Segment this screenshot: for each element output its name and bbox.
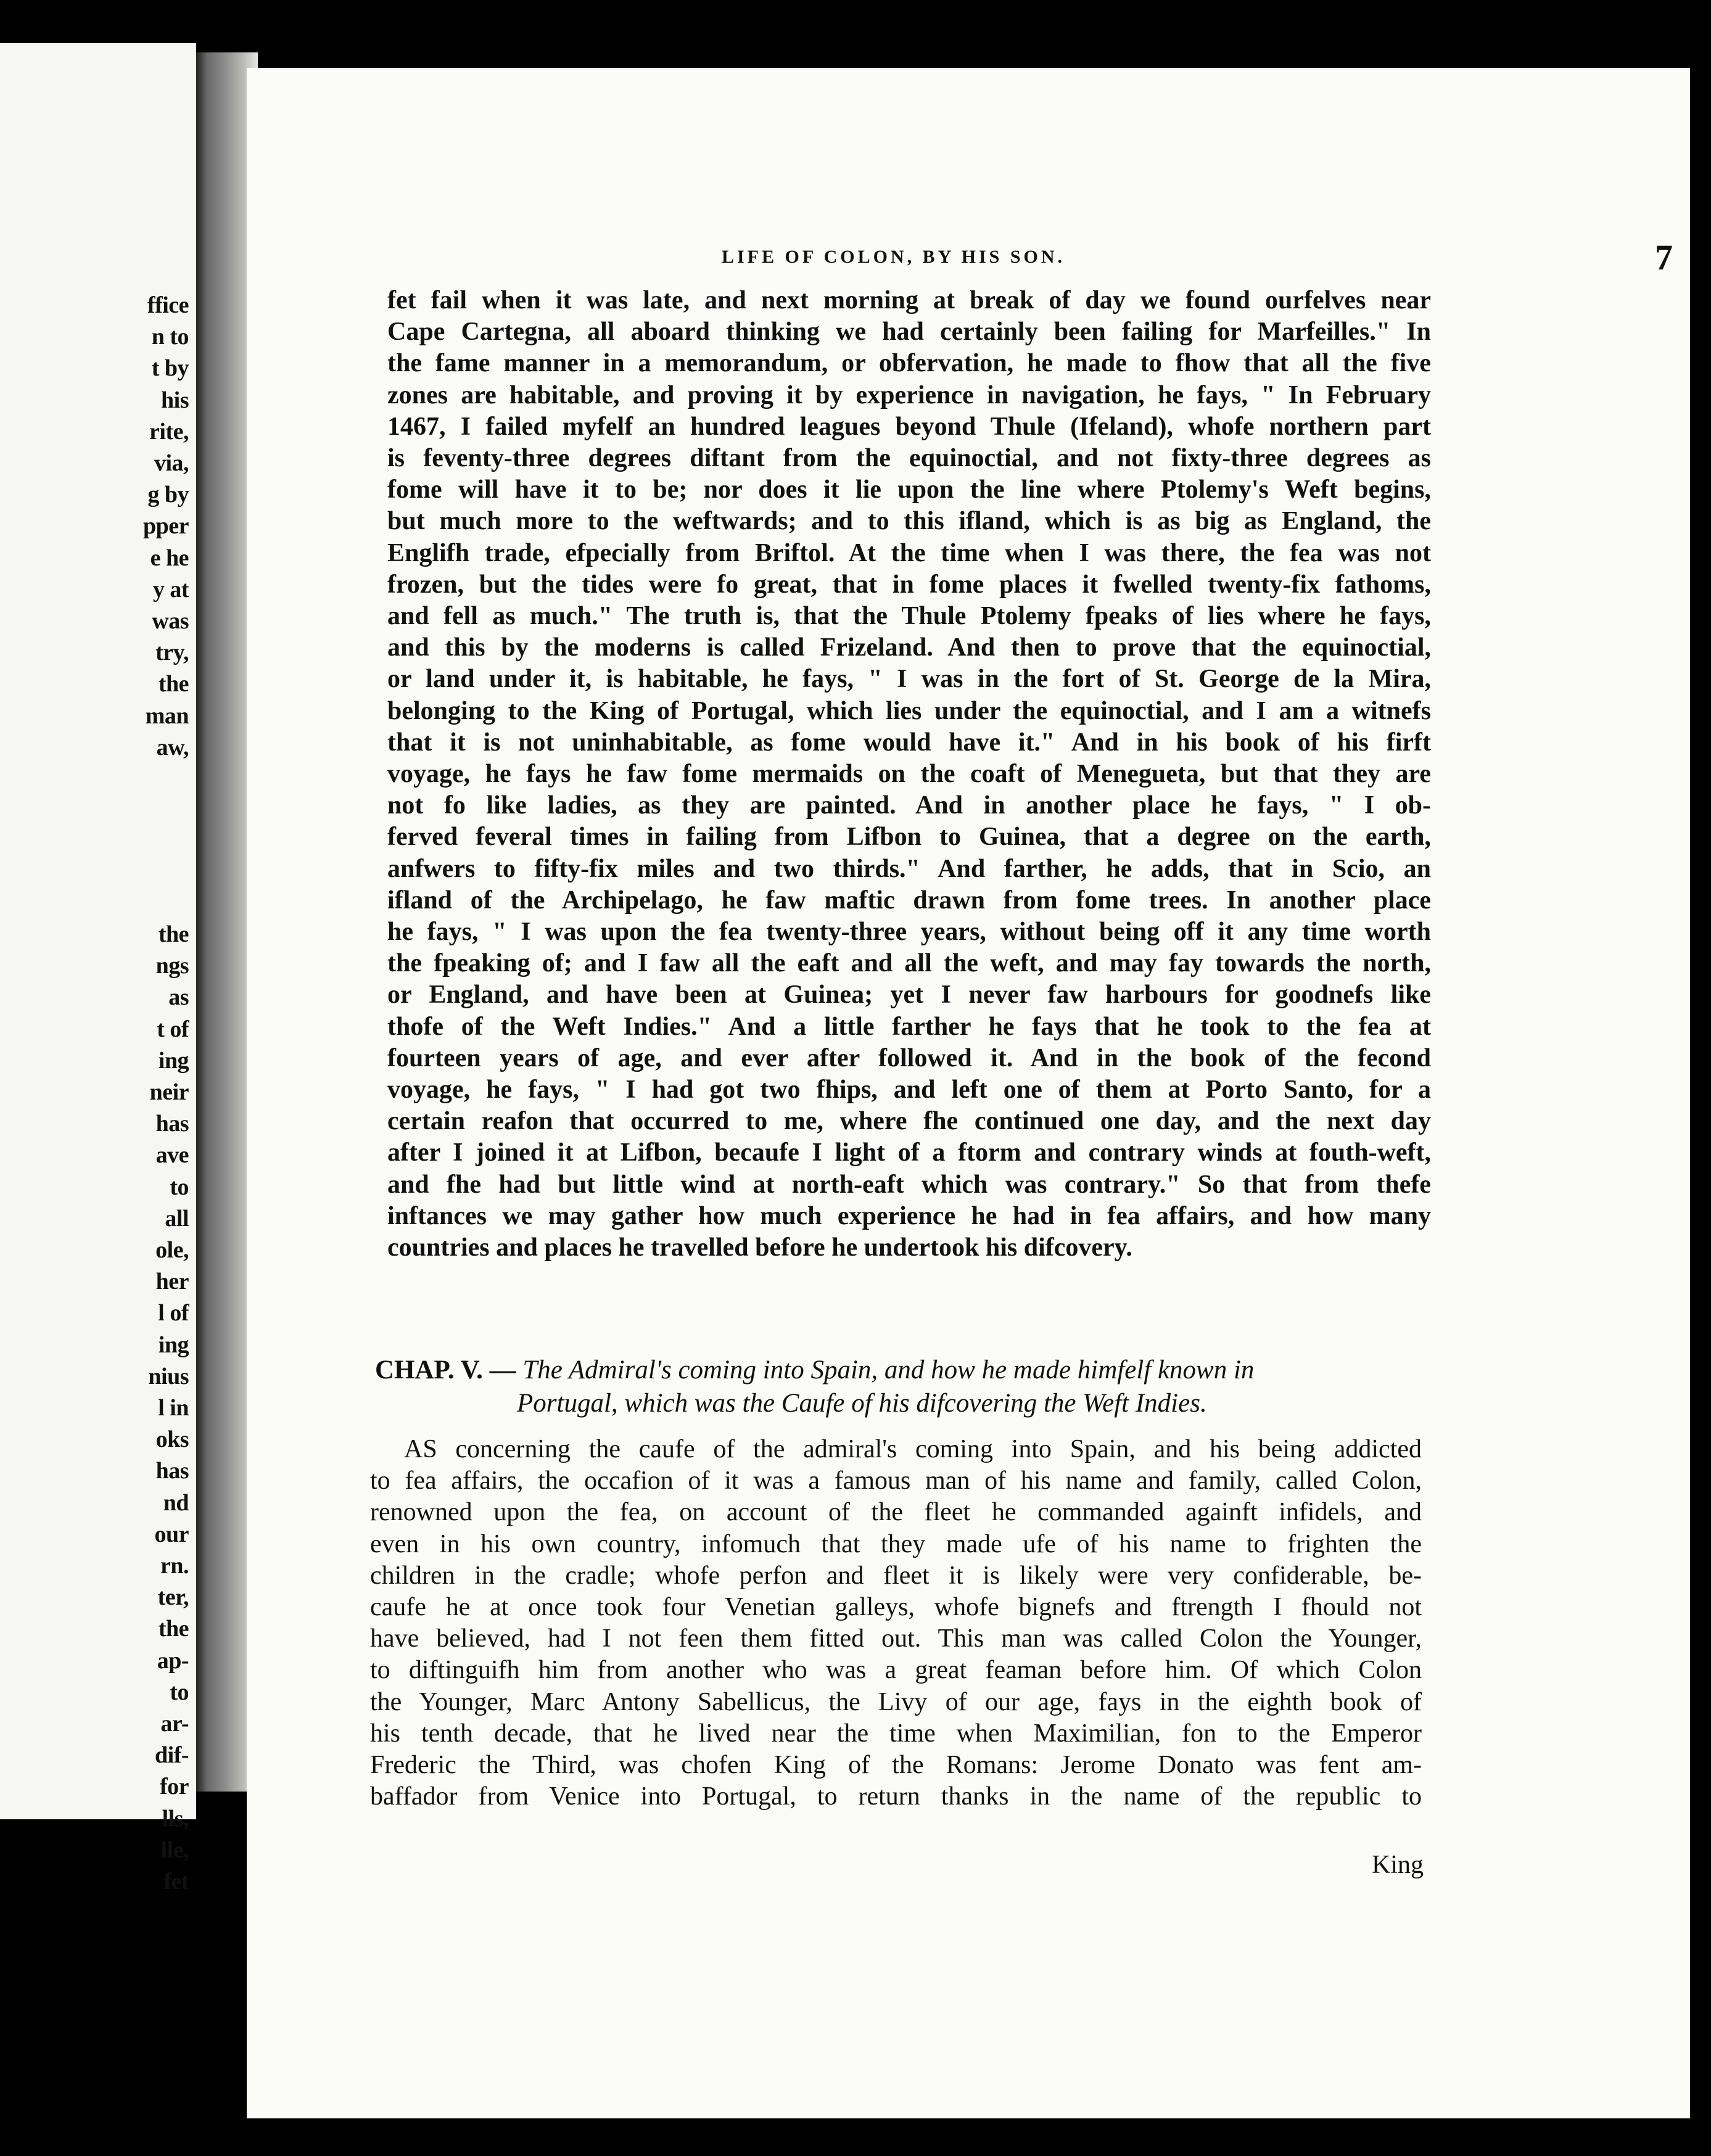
left-fragment-line: e he [150,545,189,571]
text-line: fome will have it to be; nor does it lie upon the line where Ptolemy's Weft begins, [387,475,1431,504]
text-line: he fays, " I was upon the fea twenty-three years, without being off it any time worth [387,918,1431,947]
left-fragment-line: t of [157,1016,189,1042]
text-line: Frederic the Third, was chofen King of the Romans: Jerome Donato was fent am- [370,1751,1422,1780]
text-line: fet fail when it was late, and next morning at break of day we found ourfelves near [387,286,1431,315]
left-fragment-line: to [170,1174,189,1200]
text-line: his tenth decade, that he lived near the time when Maximilian, fon to the Emperor [370,1719,1422,1748]
left-fragment-line: ave [155,1142,189,1169]
left-page-fragments-top [143,290,189,763]
right-page [247,68,1690,2118]
text-line: or England, and have been at Guinea; yet I never faw harbours for goodnefs like [387,981,1431,1010]
left-fragment-line: rite, [149,418,189,445]
left-fragment-line: fet [163,1869,189,1895]
text-line: have believed, had I not feen them fitted out. This man was called Colon the Younger, [370,1624,1422,1653]
left-fragment-line: as [168,984,189,1011]
left-fragment-line: was [152,608,189,635]
left-fragment-line: rn. [160,1553,189,1579]
chapter-title-line-2: Portugal, which was the Caufe of his difcovering the Weft Indies. [517,1389,1207,1418]
left-fragment-line: l of [158,1300,189,1327]
text-line: the fame manner in a memorandum, or obfervation, he made to fhow that all the five [387,349,1431,378]
left-fragment-line: lle, [160,1837,189,1863]
text-line: fourteen years of age, and ever after followed it. And in the book of the fecond [387,1043,1431,1072]
left-fragment-line: g by [147,482,189,508]
chapter-heading [375,1354,1424,1420]
left-fragment-line: ing [158,1331,189,1358]
paragraph-2 [370,1434,1422,1812]
text-line: ferved feveral times in failing from Lifbon to Guinea, that a degree on the earth, [387,823,1431,852]
left-fragment-line: his [161,387,189,413]
page-number: 7 [1655,237,1673,278]
text-line: and fell as much." The truth is, that the Thule Ptolemy fpeaks of lies where he fays, [387,602,1431,631]
left-fragment-line: to [170,1679,189,1705]
text-line: to fea affairs, the occafion of it was a famous man of his name and family, called Colon, [370,1467,1422,1496]
left-fragment-line: nd [163,1489,189,1516]
left-fragment-line: via, [154,450,189,477]
left-fragment-line: has [155,1111,189,1137]
running-header [722,237,1673,278]
left-fragment-line: man [145,702,189,729]
text-line: voyage, he fays, " I had got two fhips, and left one of them at Porto Santo, for a [387,1076,1431,1105]
text-line: that it is not uninhabitable, as fome would have it." And in his book of his firft [387,728,1431,757]
text-line: anfwers to fifty-fix miles and two thirds." And farther, he adds, that in Scio, an [387,854,1431,883]
left-fragment-line: our [154,1521,189,1547]
left-fragment-line: her [155,1269,189,1295]
left-fragment-line: all [165,1205,189,1232]
left-fragment-line: try, [155,640,189,666]
left-page [0,43,196,1895]
left-fragment-line: ole, [155,1237,189,1264]
text-line: baffador from Venice into Portugal, to return thanks in the name of the republic to [370,1782,1422,1811]
text-line: AS concerning the caufe of the admiral's coming into Spain, and his being addicted [404,1435,1422,1463]
left-fragment-line: neir [149,1079,189,1106]
left-fragment-line: n to [151,324,189,350]
text-line: caufe he at once took four Venetian galleys, whofe bignefs and ftrength I fhould not [370,1593,1422,1622]
left-fragment-line: ngs [155,953,189,979]
text-line: zones are habitable, and proving it by experience in navigation, he fays, " In February [387,381,1431,409]
catchword: King [1372,1851,1424,1879]
text-line: Englifh trade, efpecially from Briftol. At the time when I was there, the fea was not [387,538,1431,567]
chapter-title-line-1: The Admiral's coming into Spain, and how he made himfelf known in [522,1356,1255,1385]
text-line: frozen, but the tides were fo great, that in fome places it fwelled twenty-fix fathoms, [387,570,1431,599]
running-title: LIFE OF COLON, BY HIS SON. [722,247,1066,267]
left-fragment-line: the [158,671,189,697]
left-fragment-line: oks [155,1426,189,1453]
left-fragment-line: ing [158,1047,189,1074]
text-line: ifland of the Archipelago, he faw maftic drawn from fome trees. In another place [387,886,1431,915]
left-fragment-line: ap- [157,1647,189,1674]
text-line: voyage, he fays he faw fome mermaids on the coaft of Meneguеta, but that they are [387,760,1431,789]
text-line: is feventy-three degrees diftant from the equinoctial, and not fixty-three degrees as [387,444,1431,473]
left-fragment-line: for [159,1774,189,1800]
text-line: the Younger, Marc Antony Sabellicus, the Livy of our age, fays in the eighth book of [370,1687,1422,1716]
left-fragment-line: t by [151,355,189,382]
left-fragment-line: l in [158,1395,189,1422]
left-fragment-line: the [158,921,189,947]
text-line: countries and places he travelled before he undertook his difcovery. [387,1233,1132,1262]
left-page-fragments-bottom [148,919,189,1898]
left-fragment-line: nius [148,1363,189,1389]
text-line: the fpeaking of; and I faw all the eaft and all the weft, and may fay towards the north, [387,949,1431,978]
left-fragment-line: ffice [147,292,189,318]
text-line: Cape Cartegna, all aboard thinking we had certainly been failing for Marfeilles." In [387,318,1431,347]
left-fragment-line: dif- [155,1742,189,1769]
text-line: and fhe had but little wind at north-eaft which was contrary." So that from thefe [387,1170,1431,1199]
text-line: and this by the moderns is called Frizeland. And then to prove that the equinoctial, [387,633,1431,662]
text-line: even in his own country, infomuch that they made ufe of his name to frighten the [370,1529,1422,1558]
left-fragment-line: lls, [162,1805,189,1832]
text-line: not fo like ladies, as they are painted. And in another place he fays, " I ob- [387,791,1431,820]
paragraph-1 [387,285,1431,1264]
text-line: belonging to the King of Portugal, which lies under the equinoctial, and I am a witnefs [387,696,1431,725]
left-fragment-line: the [158,1616,189,1642]
text-line: thofe of the Weft Indies." And a little farther he fays that he took to the fea at [387,1012,1431,1041]
left-fragment-line: y at [152,576,189,603]
text-line: but much more to the weftwards; and to this ifland, which is as big as England, the [387,507,1431,536]
text-line: to diftinguifh him from another who was a great feaman before him. Of which Colon [370,1656,1422,1685]
text-line: after I joined it at Lifbon, becaufe I light of a ftorm and contrary winds at fouth-weft, [387,1138,1431,1167]
text-line: or land under it, is habitable, he fays, " I was in the fort of St. George de la Mira, [387,665,1431,694]
text-line: inftances we may gather how much experience he had in fea affairs, and how many [387,1201,1431,1230]
left-fragment-line: ter, [157,1584,189,1611]
text-line: certain reafon that occurred to me, where fhe continued one day, and the next day [387,1107,1431,1136]
left-fragment-line: ar- [160,1711,189,1737]
left-fragment-line: aw, [156,734,189,760]
text-line: children in the cradle; whofe perfon and fleet it is likely were very confiderable, be- [370,1561,1422,1590]
left-fragment-line: has [155,1458,189,1484]
text-line: 1467, I failed myfelf an hundred leagues beyond Thule (Ifeland), whofe northern part [387,412,1431,441]
left-fragment-line: pper [143,513,189,540]
text-line: renowned upon the fea, on account of the fleet he commanded againft infidels, and [370,1498,1422,1527]
chapter-number: CHAP. V. — [375,1356,516,1385]
